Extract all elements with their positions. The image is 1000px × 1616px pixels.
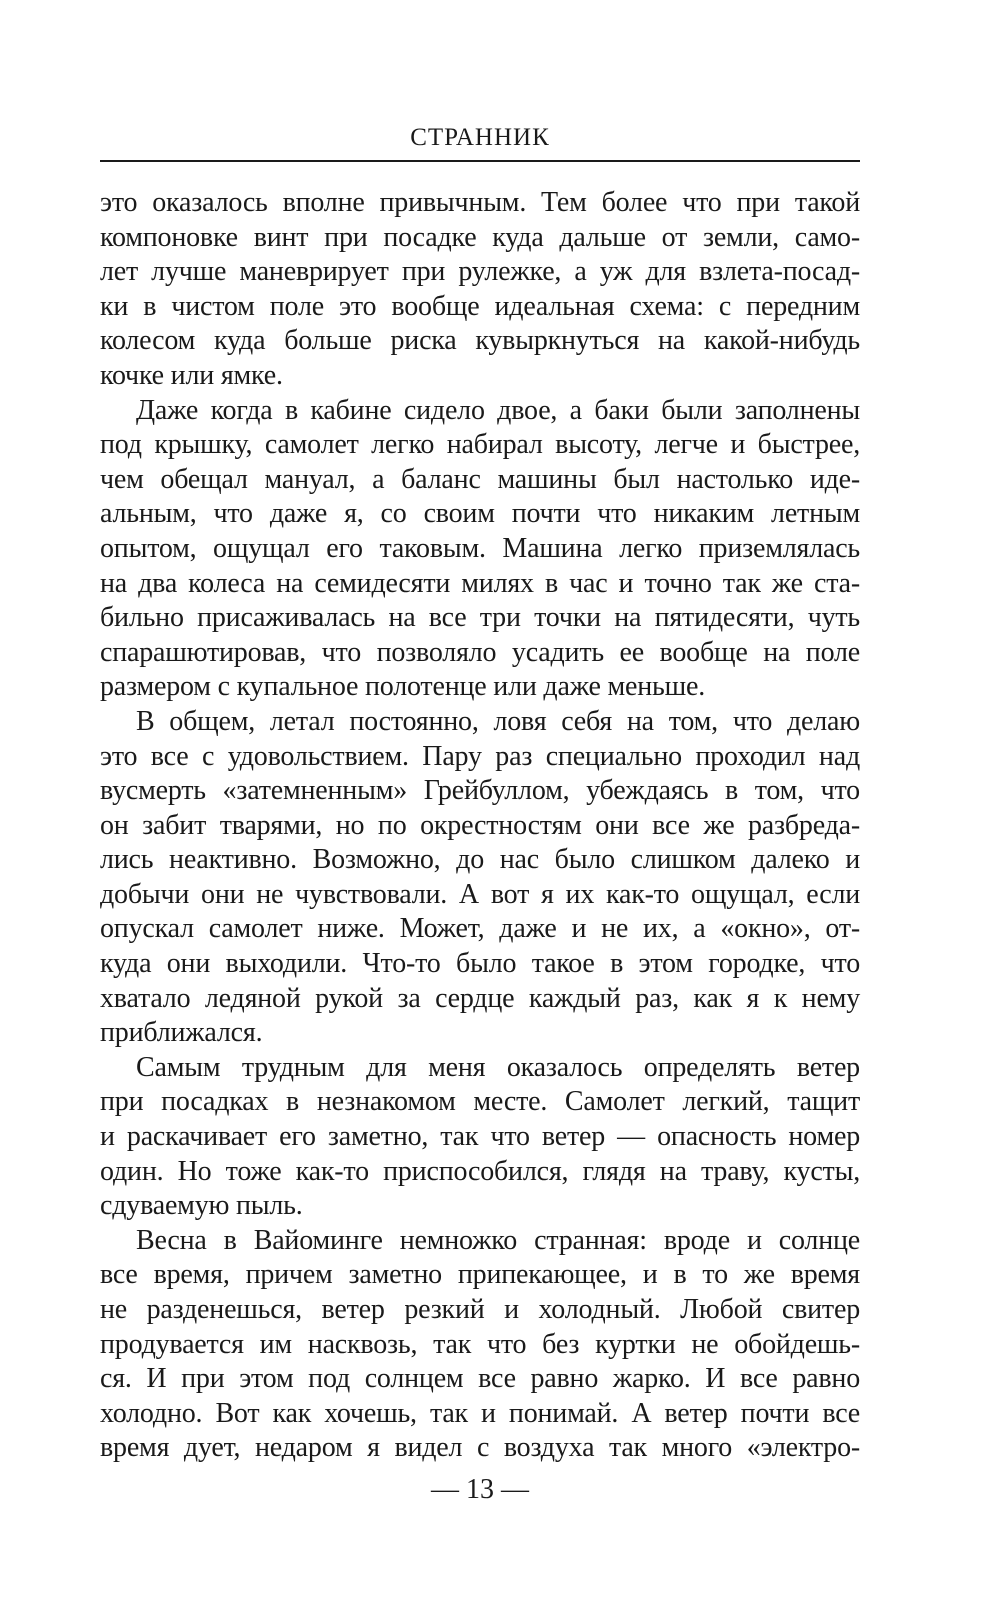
text-line: спарашютировав, что позволяло усадить ее вообще на поле — [100, 636, 860, 668]
paragraph — [100, 1224, 860, 1466]
text-line: это оказалось вполне привычным. Тем более что при такой — [100, 187, 860, 218]
text-line: альным, что даже я, со своим почти что никаким летным — [100, 498, 860, 530]
paragraph — [100, 186, 860, 394]
text-line: приближался. — [100, 1017, 263, 1049]
paragraph — [100, 1051, 860, 1224]
text-line: сдуваемую пыль. — [100, 1190, 303, 1222]
text-line: компоновке винт при посадке куда дальше от земли, само- — [100, 221, 860, 253]
text-line: размером с купальное полотенце или даже меньше. — [100, 671, 706, 703]
text-line: на два колеса на семидесяти милях в час и точно так же ста- — [100, 567, 860, 599]
text-line: ки в чистом поле это вообще идеальная схема: с передним — [100, 290, 860, 322]
page-number: — 13 — — [431, 1474, 529, 1505]
text-line: все время, причем заметно припекающее, и в то же время — [100, 1259, 860, 1291]
text-line: В общем, летал постоянно, ловя себя на том, что делаю — [136, 705, 860, 737]
text-line: кочке или ямке. — [100, 359, 283, 391]
running-head — [100, 120, 860, 162]
paragraph — [100, 394, 860, 705]
text-line: бильно присаживалась на все три точки на пятидесяти, чуть — [100, 602, 860, 634]
page-body — [100, 186, 860, 1466]
text-line: это все с удовольствием. Пару раз специально проходил над — [100, 740, 860, 772]
text-line: Весна в Вайоминге немножко странная: вроде и солнце — [136, 1224, 860, 1256]
text-line: лет лучше маневрирует при рулежке, а уж для взлета-посад- — [100, 256, 860, 288]
text-line: ся. И при этом под солнцем все равно жарко. И все равно — [100, 1363, 860, 1395]
text-line: продувается им насквозь, так что без куртки не обойдешь- — [100, 1328, 860, 1360]
text-line: он забит тварями, но по окрестностям они все же разбреда- — [100, 809, 860, 841]
text-line: время дует, недаром я видел с воздуха так много «электро- — [100, 1432, 860, 1464]
text-line: вусмерть «затемненным» Грейбуллом, убеждаясь в том, что — [100, 775, 860, 807]
text-line: хватало ледяной рукой за сердце каждый раз, как я к нему — [100, 982, 860, 1014]
text-line: добычи они не чувствовали. А вот я их как-то ощущал, если — [100, 878, 860, 910]
text-line: колесом куда больше риска кувыркнуться на какой-нибудь — [100, 325, 860, 357]
text-line: Даже когда в кабине сидело двое, а баки были заполнены — [136, 394, 860, 426]
paragraph — [100, 705, 860, 1051]
text-line: не разденешься, ветер резкий и холодный. Любой свитер — [100, 1294, 860, 1325]
text-line: под крышку, самолет легко набирал высоту, легче и быстрее, — [100, 429, 860, 461]
text-line: Самым трудным для меня оказалось определять ветер — [136, 1051, 860, 1083]
running-title: СТРАННИК — [410, 124, 550, 151]
text-line: при посадках в незнакомом месте. Самолет легкий, тащит — [100, 1086, 860, 1118]
text-line: опускал самолет ниже. Может, даже и не их, а «окно», от- — [100, 913, 860, 945]
text-line: холодно. Вот как хочешь, так и понимай. А ветер почти все — [100, 1397, 860, 1429]
text-line: чем обещал мануал, а баланс машины был настолько иде- — [100, 463, 860, 495]
text-line: лись неактивно. Возможно, до нас было слишком далеко и — [100, 844, 860, 876]
text-line: куда они выходили. Что-то было такое в этом городке, что — [100, 948, 860, 980]
text-line: и раскачивает его заметно, так что ветер — опасность номер — [100, 1121, 860, 1153]
text-line: опытом, ощущал его таковым. Машина легко приземлялась — [100, 532, 860, 564]
text-line: один. Но тоже как-то приспособился, глядя на траву, кусты, — [100, 1155, 860, 1187]
